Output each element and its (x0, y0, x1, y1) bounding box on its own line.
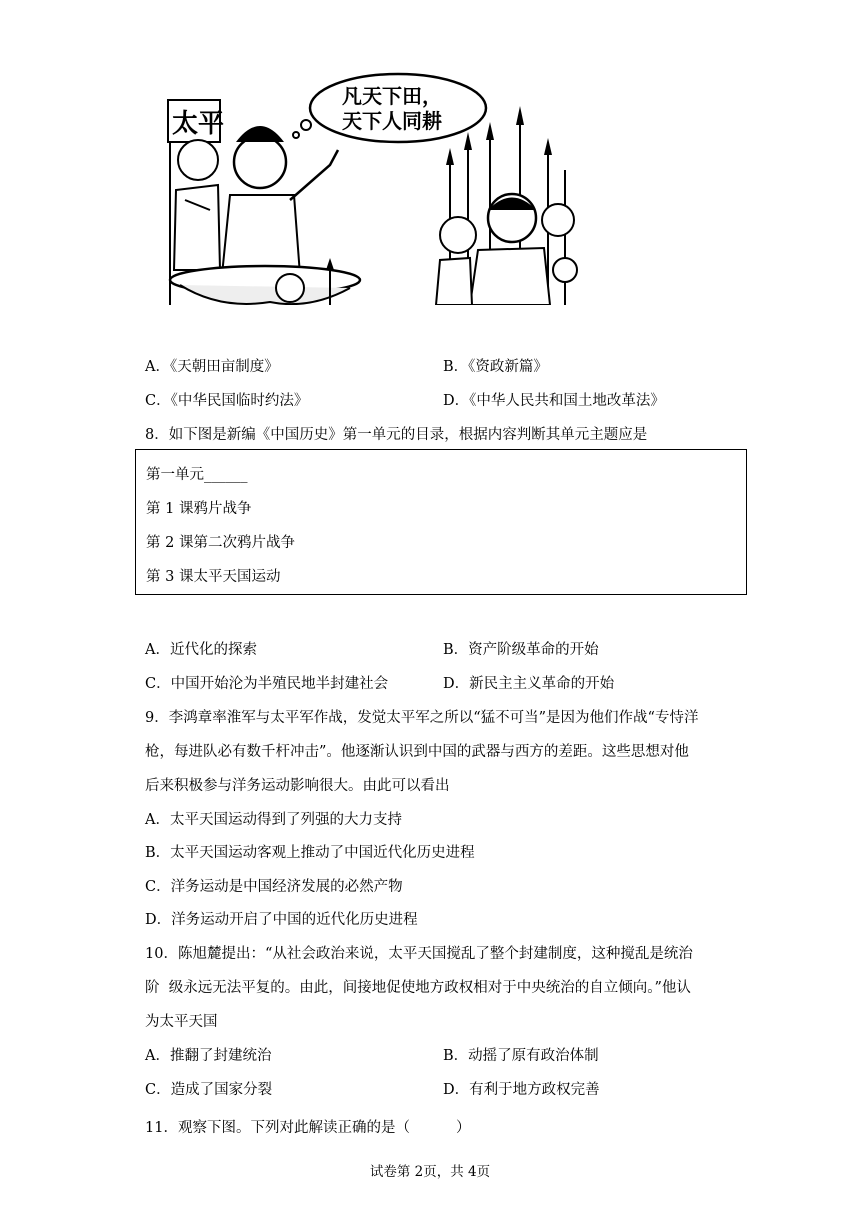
q10-stem-line: 阶 级永远无法平复的。由此，间接地促使地方政权相对于中央统治的自立倾向。”他认 (145, 980, 691, 996)
q8-option-b: B．资产阶级革命的开始 (443, 642, 599, 658)
page-footer: 试卷第 2页，共 4页 (369, 1164, 491, 1180)
q8-option-c: C．中国开始沦为半殖民地半封建社会 (145, 676, 389, 692)
q10-stem-line: 为太平天国 (145, 1014, 218, 1030)
q11-stem: 11．观察下图。下列对此解读正确的是（ ） (145, 1120, 471, 1136)
speech-line-1: 凡天下田， (342, 84, 442, 108)
q8-option-a: A．近代化的探索 (145, 642, 257, 658)
q9-option-c: C．洋务运动是中国经济发展的必然产物 (145, 879, 403, 895)
q7-option-a: A．《天朝田亩制度》 (145, 359, 279, 375)
q10-option-a: A．推翻了封建统治 (145, 1048, 272, 1064)
q9-option-d: D．洋务运动开启了中国的近代化历史进程 (145, 912, 418, 928)
q10-stem-line: 10．陈旭麓提出：“从社会政治来说，太平天国搅乱了整个封建制度，这种搅乱是统治 (145, 946, 693, 962)
q8-stem: 8．如下图是新编《中国历史》第一单元的目录，根据内容判断其单元主题应是 (145, 427, 648, 443)
banner-text: 太平 (172, 109, 225, 139)
q9-option-b: B．太平天国运动客观上推动了中国近代化历史进程 (145, 845, 475, 861)
q9-option-a: A．太平天国运动得到了列强的大力支持 (145, 812, 402, 828)
q8-option-d: D．新民主主义革命的开始 (443, 676, 615, 692)
cartoon-illustration (160, 70, 580, 305)
q9-stem-line: 枪，每进队必有数千杆冲击”。他逐渐认识到中国的武器与西方的差距。这些思想对他 (145, 744, 689, 760)
q10-option-d: D．有利于地方政权完善 (443, 1082, 600, 1098)
q7-option-b: B．《资政新篇》 (443, 359, 548, 375)
speech-line-2: 天下人同耕 (342, 109, 442, 133)
q7-option-c: C．《中华民国临时约法》 (145, 393, 309, 409)
q9-stem-line: 9．李鸿章率淮军与太平军作战，发觉太平军之所以“猛不可当”是因为他们作战“专恃洋 (145, 710, 699, 726)
q10-option-c: C．造成了国家分裂 (145, 1082, 273, 1098)
toc-line: 第 2 课第二次鸦片战争 (146, 535, 295, 551)
q10-option-b: B．动摇了原有政治体制 (443, 1048, 599, 1064)
toc-line: 第一单元______ (146, 467, 248, 483)
q7-option-d: D．《中华人民共和国土地改革法》 (443, 393, 665, 409)
toc-line: 第 3 课太平天国运动 (146, 569, 281, 585)
q9-stem-line: 后来积极参与洋务运动影响很大。由此可以看出 (145, 778, 450, 794)
toc-line: 第 1 课鸦片战争 (146, 501, 252, 517)
q8-toc-box (135, 449, 747, 595)
